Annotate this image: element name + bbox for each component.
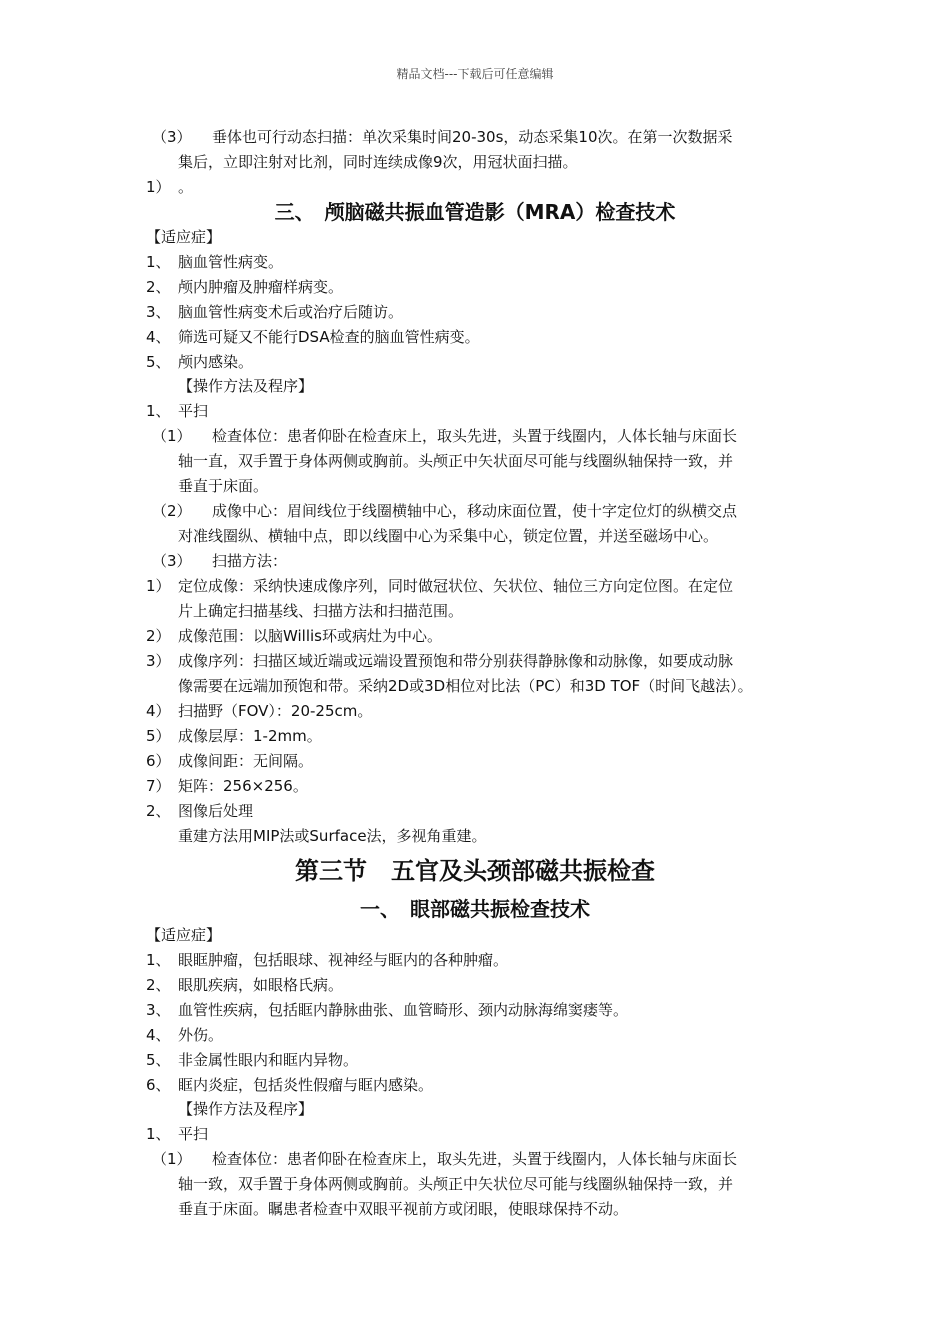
line-text: 扫描野（FOV）：20-25cm。 [178, 702, 373, 720]
list-number: 1、 [146, 951, 171, 969]
list-number: 2、 [146, 976, 171, 994]
line-text: 定位成像：采纳快速成像序列，同时做冠状位、矢状位、轴位三方向定位图。在定位 [178, 577, 734, 595]
line-text: 成像中心：眉间线位于线圈横轴中心，移动床面位置，使十字定位灯的纵横交点 [212, 502, 738, 520]
list-number: 3、 [146, 1001, 171, 1019]
line-text: 平扫 [178, 402, 209, 420]
list-number: （3） [152, 552, 192, 570]
list-number: （3） [152, 128, 192, 146]
list-number: 6） [146, 752, 171, 770]
line-text: 眼眶肿瘤，包括眼球、视神经与眶内的各种肿瘤。 [178, 951, 509, 969]
line-text: 血管性疾病，包括眶内静脉曲张、血管畸形、颈内动脉海绵窦瘘等。 [178, 1001, 629, 1019]
line-text: 检查体位：患者仰卧在检查床上，取头先进，头置于线圈内，人体长轴与床面长 [212, 427, 738, 445]
line-text: 成像序列：扫描区域近端或远端设置预饱和带分别获得静脉像和动脉像，如要成动脉 [178, 652, 734, 670]
list-number: 1、 [146, 1125, 171, 1143]
list-number: 6、 [146, 1076, 171, 1094]
list-number: 2、 [146, 802, 171, 820]
line-text: 对准线圈纵、横轴中点，即以线圈中心为采集中心，锁定位置，并送至磁场中心。 [178, 527, 719, 545]
line-text: 垂体也可行动态扫描：单次采集时间20-30s，动态采集10次。在第一次数据采 [212, 128, 733, 146]
list-number: 1） [146, 577, 171, 595]
line-text: 成像范围：以脑Willis环或病灶为中心。 [178, 627, 442, 645]
line-text: 集后，立即注射对比剂，同时连续成像9次，用冠状面扫描。 [178, 153, 578, 171]
line-text: 平扫 [178, 1125, 209, 1143]
line-text: 。 [178, 178, 194, 196]
line-text: 脑血管性病变术后或治疗后随访。 [178, 303, 404, 321]
line-text: 成像层厚：1-2mm。 [178, 727, 322, 745]
list-number: 4、 [146, 1026, 171, 1044]
line-text: 脑血管性病变。 [178, 253, 284, 271]
line-text: 垂直于床面。 [178, 477, 269, 495]
list-number: 3、 [146, 303, 171, 321]
line-text: 颅内肿瘤及肿瘤样病变。 [178, 278, 344, 296]
list-number: 5、 [146, 1051, 171, 1069]
list-number: 3） [146, 652, 171, 670]
line-text: 片上确定扫描基线、扫描方法和扫描范围。 [178, 602, 464, 620]
line-text: 眼肌疾病，如眼格氏病。 [178, 976, 344, 994]
line-text: 像需要在远端加预饱和带。采纳2D或3D相位对比法（PC）和3D TOF（时间飞越法）。 [178, 677, 753, 695]
line-text: 颅内感染。 [178, 353, 254, 371]
list-number: 1） [146, 178, 171, 196]
line-text: 图像后处理 [178, 802, 254, 820]
line-text: 非金属性眼内和眶内异物。 [178, 1051, 359, 1069]
line-text: 矩阵：256×256。 [178, 777, 308, 795]
list-number: 4、 [146, 328, 171, 346]
page-header: 精品文档---下载后可任意编辑 [396, 67, 554, 81]
line-text: 检查体位：患者仰卧在检查床上，取头先进，头置于线圈内，人体长轴与床面长 [212, 1150, 738, 1168]
line-text: 轴一直，双手置于身体两侧或胸前。头颅正中矢状面尽可能与线圈纵轴保持一致，并 [178, 452, 734, 470]
line-text: 垂直于床面。瞩患者检查中双眼平视前方或闭眼，使眼球保持不动。 [178, 1200, 629, 1218]
line-text: 外伤。 [178, 1026, 224, 1044]
list-number: 5） [146, 727, 171, 745]
line-text: 成像间距：无间隔。 [178, 752, 314, 770]
list-number: （1） [152, 427, 192, 445]
list-number: （2） [152, 502, 192, 520]
list-number: 1、 [146, 402, 171, 420]
eye-section-title: 一、 眼部磁共振检查技术 [360, 897, 590, 921]
list-number: 4） [146, 702, 171, 720]
chapter-section-title: 第三节 五官及头颈部磁共振检查 [295, 857, 655, 885]
line-text: 轴一致，双手置于身体两侧或胸前。头颅正中矢状位尽可能与线圈纵轴保持一致，并 [178, 1175, 734, 1193]
list-number: 2） [146, 627, 171, 645]
line-text: 筛选可疑又不能行DSA检查的脑血管性病变。 [178, 328, 480, 346]
list-number: 5、 [146, 353, 171, 371]
mra-section-title: 三、 颅脑磁共振血管造影（MRA）检查技术 [274, 200, 676, 224]
list-number: 1、 [146, 253, 171, 271]
line-text: 扫描方法： [212, 552, 288, 570]
line-text: 眶内炎症，包括炎性假瘤与眶内感染。 [178, 1076, 434, 1094]
line-text: 重建方法用MIP法或Surface法，多视角重建。 [178, 827, 487, 845]
list-number: 7） [146, 777, 171, 795]
list-number: 2、 [146, 278, 171, 296]
list-number: （1） [152, 1150, 192, 1168]
